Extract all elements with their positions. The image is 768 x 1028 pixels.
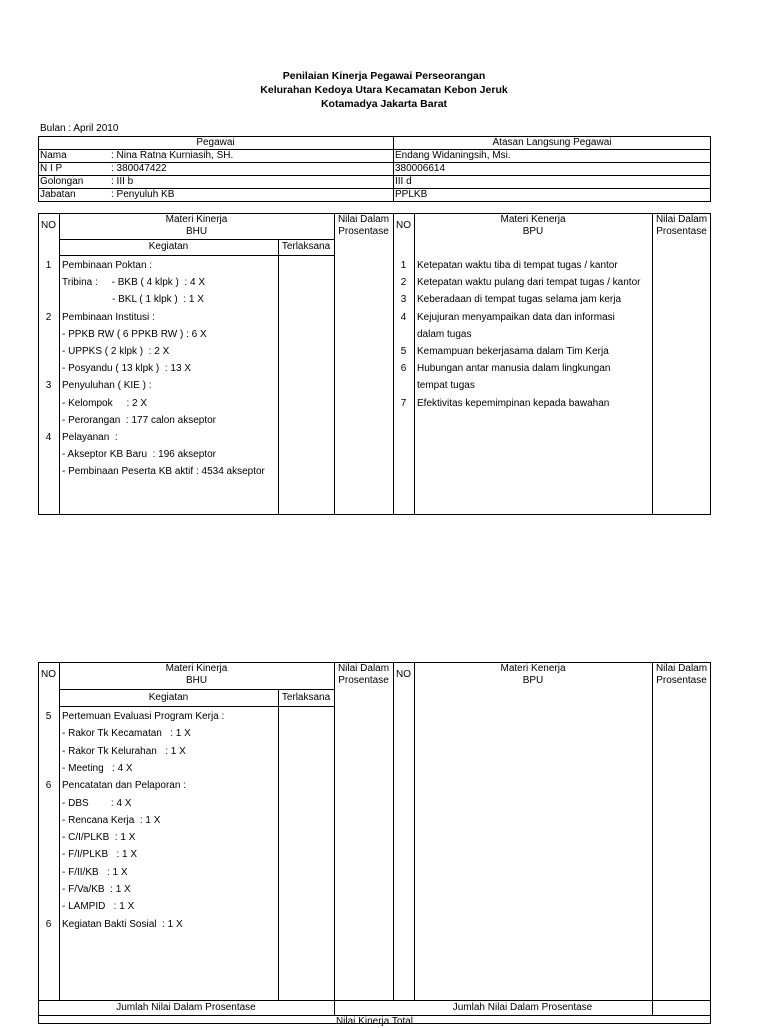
atasan-nip: 380006614 — [395, 163, 446, 174]
bpu-materi-row-no: 1 — [400, 260, 407, 271]
terlaksana-header: Terlaksana — [281, 241, 331, 252]
report-title: Penilaian Kinerja Pegawai Perseorangan — [282, 70, 486, 82]
bpu-materi-row-no: 3 — [400, 294, 407, 306]
bhu-kegiatan-2-row-text: - C/I/PLKB : 1 X — [62, 832, 136, 844]
bhu-kegiatan-row-text: - Pembinaan Peserta KB aktif : 4534 akseptor — [62, 466, 265, 478]
bhu-kegiatan-row-no: 4 — [45, 432, 52, 443]
bhu-kegiatan-2-row-text: - Rakor Tk Kelurahan : 1 X — [62, 745, 186, 757]
materi-bpu-header-2: Materi Kenerja — [500, 663, 566, 674]
atasan-header: Atasan Langsung Pegawai — [492, 137, 612, 148]
bpu-header: BPU — [522, 226, 544, 237]
bhu-kegiatan-2-row-text: - LAMPID : 1 X — [62, 901, 135, 913]
jumlah-nilai-left: Jumlah Nilai Dalam Prosentase — [116, 1002, 256, 1013]
bpu-materi-row-text: Ketepatan waktu pulang dari tempat tugas / kantor — [417, 277, 641, 289]
nilai-header-2: Nilai Dalam — [337, 663, 390, 674]
bpu-materi-row-text: tempat tugas — [417, 380, 475, 392]
bpu-materi-row-text: Kemampuan bekerjasama dalam Tim Kerja — [417, 346, 609, 357]
bpu-materi-row-text: Kejujuran menyampaikan data dan informasi — [417, 311, 615, 323]
materi-bpu-header: Materi Kenerja — [500, 214, 566, 225]
nip-label: N I P — [40, 163, 63, 174]
bhu-kegiatan-row-text: - Kelompok : 2 X — [62, 397, 148, 409]
materi-bhu-header-2: Materi Kinerja — [165, 663, 228, 674]
bhu-kegiatan-2-row-no: 6 — [45, 780, 52, 792]
no2-header-2: NO — [396, 669, 411, 680]
no2-header: NO — [396, 220, 411, 231]
bpu-materi-row-no: 5 — [400, 346, 407, 357]
bhu-kegiatan-2-row-text: - F/I/PLKB : 1 X — [62, 849, 138, 861]
bpu-materi-row-no: 7 — [400, 397, 407, 409]
jumlah-nilai-right: Jumlah Nilai Dalam Prosentase — [452, 1002, 593, 1013]
bhu-kegiatan-2-row-no: 6 — [45, 918, 52, 930]
no-header: NO — [41, 220, 56, 231]
no-header-2: NO — [41, 669, 56, 680]
bhu-kegiatan-2-row-text: - DBS : 4 X — [62, 797, 132, 809]
bpu-header-2: BPU — [522, 675, 544, 686]
bpu-materi-row-no: 6 — [400, 363, 407, 375]
bhu-kegiatan-row-text: - BKL ( 1 klpk ) : 1 X — [62, 294, 204, 306]
bpu-materi-row-text: dalam tugas — [417, 328, 472, 340]
bhu-kegiatan-2-row-text: - Rakor Tk Kecamatan : 1 X — [62, 728, 191, 740]
bhu-kegiatan-row-text: - Akseptor KB Baru : 196 akseptor — [62, 449, 216, 461]
bulan-label: Bulan : April 2010 — [40, 123, 119, 134]
bhu-kegiatan-2-row-text: Pencatatan dan Pelaporan : — [62, 780, 186, 792]
report-subtitle-kelurahan: Kelurahan Kedoya Utara Kecamatan Kebon Jeruk — [260, 84, 508, 96]
kegiatan-header: Kegiatan — [148, 241, 189, 252]
golongan-value: : III b — [111, 176, 134, 187]
bhu-kegiatan-row-no: 3 — [45, 380, 52, 392]
bhu-kegiatan-2-row-text: - F/II/KB : 1 X — [62, 866, 128, 878]
nilai2-header-2: Nilai Dalam — [655, 663, 708, 674]
bhu-header: BHU — [185, 226, 208, 237]
bhu-kegiatan-row-text: Pelayanan : — [62, 432, 118, 443]
prosentase2-header-2: Prosentase — [656, 675, 707, 686]
prosentase-header: Prosentase — [338, 226, 389, 237]
jabatan-label: Jabatan — [40, 189, 76, 200]
bhu-kegiatan-2-row-text: - Rencana Kerja : 1 X — [62, 814, 161, 826]
bpu-materi-row-no: 4 — [400, 311, 407, 323]
terlaksana-header-2: Terlaksana — [281, 692, 331, 703]
bhu-kegiatan-2-row-text: - Meeting : 4 X — [62, 762, 133, 774]
bhu-kegiatan-row-text: Penyuluhan ( KIE ) : — [62, 380, 152, 392]
bhu-kegiatan-row-text: - Posyandu ( 13 klpk ) : 13 X — [62, 363, 191, 375]
jabatan-value: : Penyuluh KB — [111, 189, 175, 200]
bhu-kegiatan-row-no: 2 — [45, 311, 52, 323]
bhu-kegiatan-row-text: Tribina : - BKB ( 4 klpk ) : 4 X — [62, 277, 206, 289]
bhu-kegiatan-row-text: - Perorangan : 177 calon akseptor — [62, 414, 216, 426]
kegiatan-header-2: Kegiatan — [148, 692, 189, 703]
bhu-kegiatan-2-row-no: 5 — [45, 711, 52, 722]
nama-label: Nama — [40, 150, 67, 161]
bhu-kegiatan-row-text: Pembinaan Poktan : — [62, 260, 153, 271]
atasan-golongan: III d — [395, 176, 412, 187]
nilai-header: Nilai Dalam — [337, 214, 390, 225]
bpu-materi-row-text: Hubungan antar manusia dalam lingkungan — [417, 363, 611, 375]
bhu-kegiatan-2-row-text: Pertemuan Evaluasi Program Kerja : — [62, 711, 225, 722]
pegawai-header: Pegawai — [196, 137, 235, 148]
prosentase2-header: Prosentase — [656, 226, 707, 237]
bhu-kegiatan-row-text: - UPPKS ( 2 klpk ) : 2 X — [62, 346, 170, 357]
atasan-nama: Endang Widaningsih, Msi. — [395, 150, 511, 161]
report-subtitle-kotamadya: Kotamadya Jakarta Barat — [320, 98, 448, 110]
bhu-kegiatan-2-row-text: - F/Va/KB : 1 X — [62, 884, 131, 895]
atasan-jabatan: PPLKB — [395, 189, 428, 200]
bhu-header-2: BHU — [185, 675, 208, 686]
bpu-materi-row-text: Ketepatan waktu tiba di tempat tugas / kantor — [417, 260, 618, 271]
prosentase-header-2: Prosentase — [338, 675, 389, 686]
bpu-materi-row-text: Keberadaan di tempat tugas selama jam kerja — [417, 294, 622, 306]
bhu-kegiatan-row-text: - PPKB RW ( 6 PPKB RW ) : 6 X — [62, 328, 207, 340]
bhu-kegiatan-2-row-text: Kegiatan Bakti Sosial : 1 X — [62, 918, 183, 930]
nip-value: : 380047422 — [111, 163, 167, 174]
bpu-materi-row-text: Efektivitas kepemimpinan kepada bawahan — [417, 397, 610, 409]
bhu-kegiatan-row-no: 1 — [45, 260, 52, 271]
nilai2-header: Nilai Dalam — [655, 214, 708, 225]
bhu-kegiatan-row-text: Pembinaan Institusi : — [62, 311, 155, 323]
golongan-label: Golongan — [40, 176, 84, 187]
bpu-materi-row-no: 2 — [400, 277, 407, 289]
nama-value: : Nina Ratna Kurniasih, SH. — [111, 150, 234, 161]
materi-bhu-header: Materi Kinerja — [165, 214, 228, 225]
nilai-kinerja-total: Nilai Kinerja Total — [335, 1016, 414, 1027]
